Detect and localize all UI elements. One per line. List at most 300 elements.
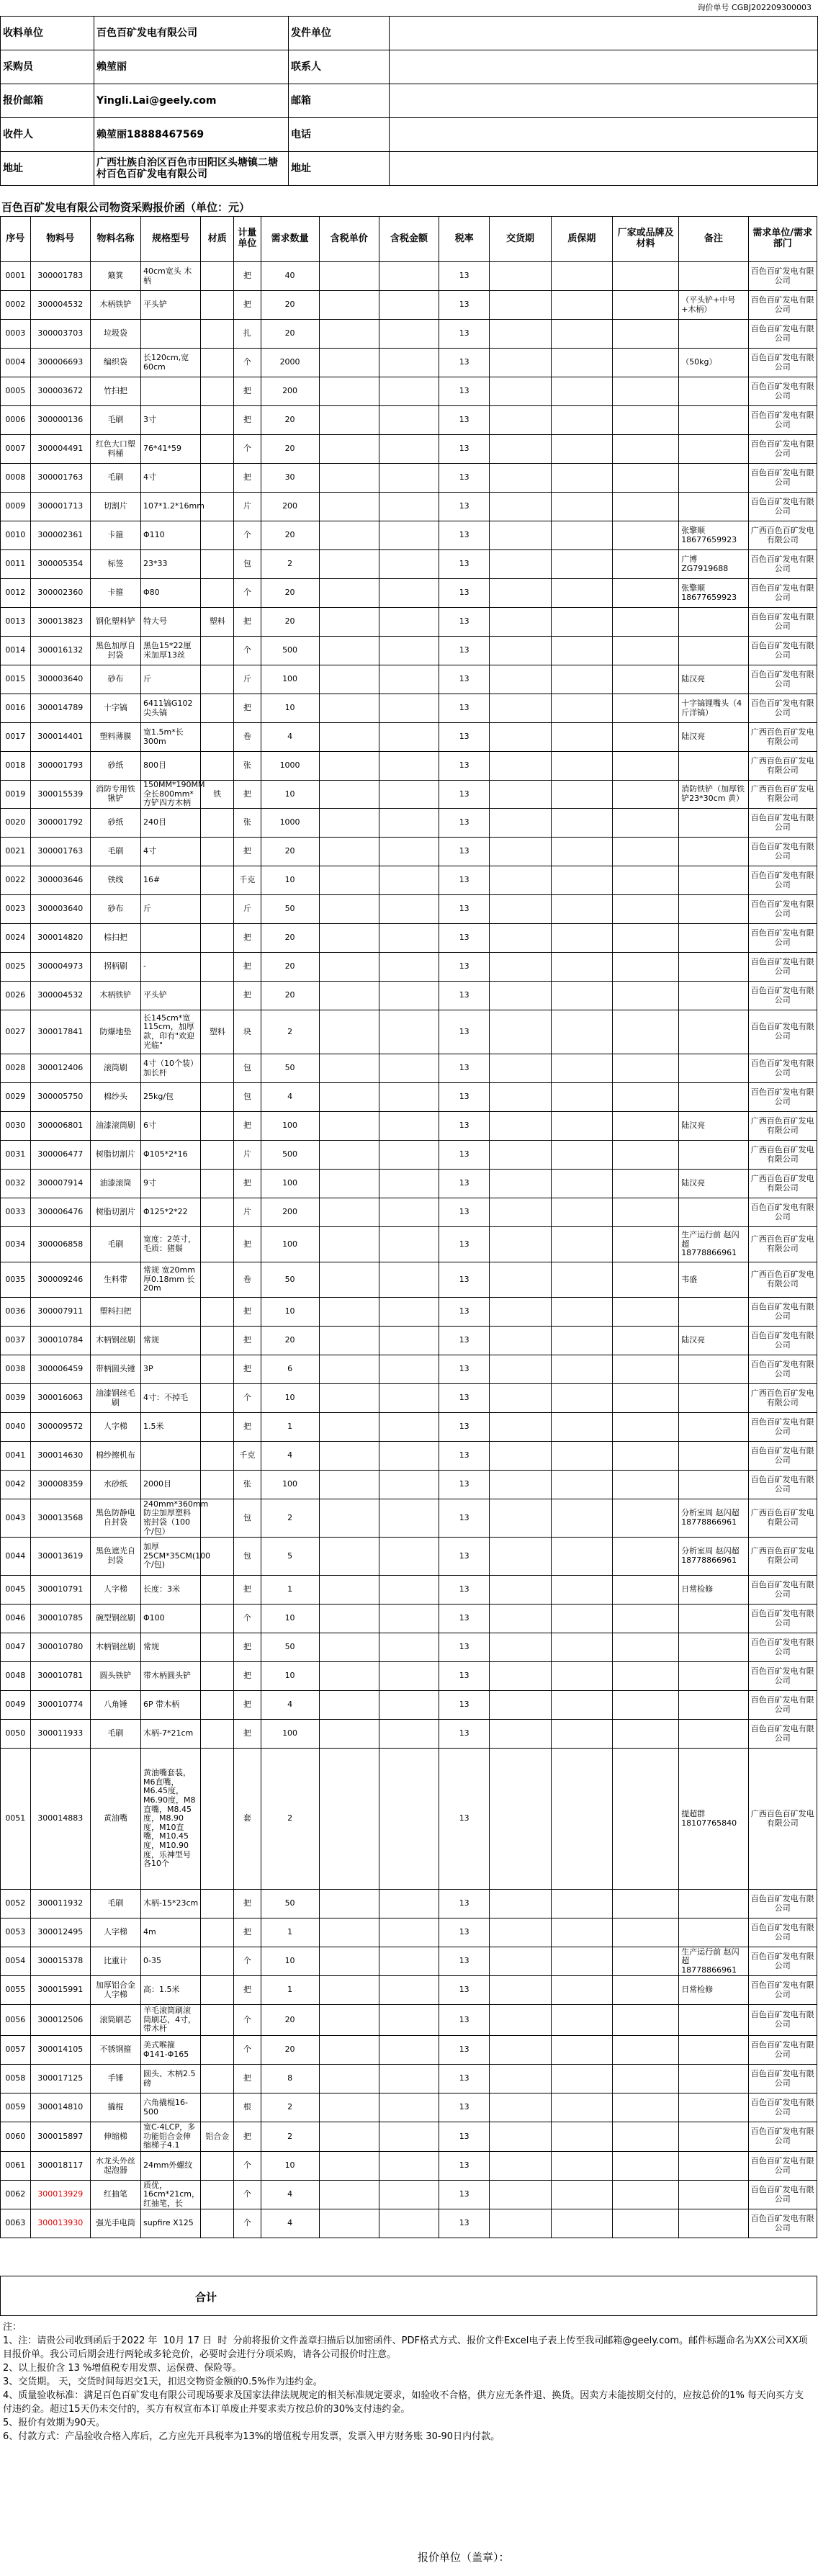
col-unit-price[interactable] [319,1918,379,1947]
col-delivery[interactable] [490,1918,551,1947]
col-amount[interactable] [379,1170,439,1198]
col-delivery[interactable] [490,809,551,838]
col-brand[interactable] [613,435,679,464]
col-delivery[interactable] [490,1083,551,1112]
col-delivery[interactable] [490,2152,551,2181]
col-brand[interactable] [613,262,679,291]
col-unit-price[interactable] [319,608,379,637]
col-brand[interactable] [613,895,679,924]
col-delivery[interactable] [490,1262,551,1298]
col-warranty[interactable] [551,953,612,982]
col-unit-price[interactable] [319,493,379,521]
col-delivery[interactable] [490,866,551,895]
col-delivery[interactable] [490,1947,551,1976]
col-delivery[interactable] [490,1605,551,1633]
col-delivery[interactable] [490,1198,551,1227]
col-delivery[interactable] [490,435,551,464]
col-delivery[interactable] [490,1010,551,1054]
col-brand[interactable] [613,2181,679,2209]
col-brand[interactable] [613,665,679,694]
col-unit-price[interactable] [319,1605,379,1633]
col-unit-price[interactable] [319,1890,379,1918]
col-unit-price[interactable] [319,1054,379,1083]
col-amount[interactable] [379,1890,439,1918]
col-unit-price[interactable] [319,406,379,435]
col-delivery[interactable] [490,291,551,320]
col-amount[interactable] [379,1112,439,1141]
col-unit-price[interactable] [319,665,379,694]
col-delivery[interactable] [490,1890,551,1918]
col-delivery[interactable] [490,262,551,291]
col-delivery[interactable] [490,953,551,982]
col-unit-price[interactable] [319,953,379,982]
col-unit-price[interactable] [319,2065,379,2093]
col-amount[interactable] [379,665,439,694]
col-unit-price[interactable] [319,1691,379,1720]
col-amount[interactable] [379,291,439,320]
col-warranty[interactable] [551,2093,612,2122]
col-delivery[interactable] [490,1442,551,1471]
col-warranty[interactable] [551,1662,612,1691]
col-amount[interactable] [379,2152,439,2181]
col-amount[interactable] [379,752,439,781]
col-brand[interactable] [613,924,679,953]
col-delivery[interactable] [490,2209,551,2238]
col-amount[interactable] [379,1662,439,1691]
col-unit-price[interactable] [319,2181,379,2209]
col-brand[interactable] [613,1384,679,1413]
col-brand[interactable] [613,694,679,723]
col-amount[interactable] [379,2093,439,2122]
col-amount[interactable] [379,637,439,665]
col-amount[interactable] [379,982,439,1010]
col-brand[interactable] [613,1170,679,1198]
col-brand[interactable] [613,2005,679,2036]
col-amount[interactable] [379,1054,439,1083]
col-brand[interactable] [613,1691,679,1720]
col-unit-price[interactable] [319,1227,379,1262]
col-brand[interactable] [613,1227,679,1262]
col-amount[interactable] [379,1976,439,2005]
col-amount[interactable] [379,320,439,349]
col-amount[interactable] [379,608,439,637]
col-warranty[interactable] [551,1538,612,1576]
col-delivery[interactable] [490,924,551,953]
col-warranty[interactable] [551,2181,612,2209]
col-warranty[interactable] [551,1890,612,1918]
col-unit-price[interactable] [319,2122,379,2152]
col-delivery[interactable] [490,1413,551,1442]
col-brand[interactable] [613,1471,679,1499]
col-unit-price[interactable] [319,752,379,781]
col-brand[interactable] [613,781,679,809]
col-warranty[interactable] [551,550,612,579]
col-delivery[interactable] [490,665,551,694]
col-warranty[interactable] [551,1170,612,1198]
col-brand[interactable] [613,1890,679,1918]
col-amount[interactable] [379,493,439,521]
col-warranty[interactable] [551,349,612,377]
col-brand[interactable] [613,2093,679,2122]
col-warranty[interactable] [551,1227,612,1262]
col-brand[interactable] [613,1720,679,1749]
col-delivery[interactable] [490,637,551,665]
col-warranty[interactable] [551,1083,612,1112]
col-warranty[interactable] [551,1262,612,1298]
col-unit-price[interactable] [319,982,379,1010]
col-brand[interactable] [613,953,679,982]
col-delivery[interactable] [490,2036,551,2065]
col-delivery[interactable] [490,1499,551,1538]
col-amount[interactable] [379,1327,439,1355]
col-unit-price[interactable] [319,377,379,406]
col-warranty[interactable] [551,608,612,637]
col-amount[interactable] [379,2036,439,2065]
col-unit-price[interactable] [319,1538,379,1576]
col-delivery[interactable] [490,406,551,435]
col-brand[interactable] [613,637,679,665]
col-unit-price[interactable] [319,1662,379,1691]
col-delivery[interactable] [490,2093,551,2122]
col-unit-price[interactable] [319,1327,379,1355]
col-amount[interactable] [379,1720,439,1749]
col-warranty[interactable] [551,1918,612,1947]
col-warranty[interactable] [551,866,612,895]
col-brand[interactable] [613,579,679,608]
col-unit-price[interactable] [319,1355,379,1384]
col-brand[interactable] [613,1918,679,1947]
col-delivery[interactable] [490,1170,551,1198]
col-unit-price[interactable] [319,320,379,349]
col-amount[interactable] [379,1198,439,1227]
col-unit-price[interactable] [319,781,379,809]
col-amount[interactable] [379,2005,439,2036]
col-brand[interactable] [613,1198,679,1227]
col-unit-price[interactable] [319,1384,379,1413]
col-brand[interactable] [613,320,679,349]
col-warranty[interactable] [551,1442,612,1471]
phone-value[interactable] [390,118,818,152]
col-brand[interactable] [613,1010,679,1054]
col-amount[interactable] [379,1576,439,1605]
col-warranty[interactable] [551,1749,612,1890]
col-unit-price[interactable] [319,1112,379,1141]
col-brand[interactable] [613,349,679,377]
col-warranty[interactable] [551,723,612,752]
col-delivery[interactable] [490,377,551,406]
col-warranty[interactable] [551,1576,612,1605]
col-brand[interactable] [613,464,679,493]
col-unit-price[interactable] [319,1298,379,1327]
col-amount[interactable] [379,521,439,550]
col-warranty[interactable] [551,2036,612,2065]
col-brand[interactable] [613,1976,679,2005]
col-brand[interactable] [613,1499,679,1538]
col-brand[interactable] [613,1141,679,1170]
col-brand[interactable] [613,406,679,435]
col-unit-price[interactable] [319,579,379,608]
col-warranty[interactable] [551,1947,612,1976]
col-unit-price[interactable] [319,895,379,924]
col-warranty[interactable] [551,1054,612,1083]
col-amount[interactable] [379,781,439,809]
col-amount[interactable] [379,694,439,723]
col-brand[interactable] [613,1262,679,1298]
col-warranty[interactable] [551,2122,612,2152]
col-warranty[interactable] [551,1141,612,1170]
col-amount[interactable] [379,1605,439,1633]
col-delivery[interactable] [490,895,551,924]
col-warranty[interactable] [551,579,612,608]
col-warranty[interactable] [551,809,612,838]
col-delivery[interactable] [490,1112,551,1141]
col-unit-price[interactable] [319,2093,379,2122]
col-warranty[interactable] [551,2005,612,2036]
col-delivery[interactable] [490,723,551,752]
col-warranty[interactable] [551,1112,612,1141]
col-brand[interactable] [613,608,679,637]
col-amount[interactable] [379,924,439,953]
col-amount[interactable] [379,838,439,866]
col-unit-price[interactable] [319,694,379,723]
col-unit-price[interactable] [319,291,379,320]
col-amount[interactable] [379,406,439,435]
col-delivery[interactable] [490,781,551,809]
col-unit-price[interactable] [319,435,379,464]
col-brand[interactable] [613,1054,679,1083]
col-brand[interactable] [613,1355,679,1384]
col-unit-price[interactable] [319,1198,379,1227]
col-amount[interactable] [379,1227,439,1262]
col-delivery[interactable] [490,1471,551,1499]
col-delivery[interactable] [490,493,551,521]
col-delivery[interactable] [490,521,551,550]
col-unit-price[interactable] [319,2152,379,2181]
col-amount[interactable] [379,1413,439,1442]
col-brand[interactable] [613,2152,679,2181]
col-delivery[interactable] [490,579,551,608]
col-brand[interactable] [613,866,679,895]
col-brand[interactable] [613,291,679,320]
col-amount[interactable] [379,550,439,579]
col-amount[interactable] [379,1141,439,1170]
col-unit-price[interactable] [319,2209,379,2238]
col-delivery[interactable] [490,2005,551,2036]
col-brand[interactable] [613,1327,679,1355]
col-brand[interactable] [613,521,679,550]
col-brand[interactable] [613,1576,679,1605]
col-warranty[interactable] [551,1384,612,1413]
col-amount[interactable] [379,895,439,924]
col-warranty[interactable] [551,982,612,1010]
col-amount[interactable] [379,809,439,838]
col-brand[interactable] [613,2065,679,2093]
col-warranty[interactable] [551,406,612,435]
col-unit-price[interactable] [319,1262,379,1298]
col-unit-price[interactable] [319,1471,379,1499]
col-warranty[interactable] [551,694,612,723]
col-warranty[interactable] [551,2209,612,2238]
col-warranty[interactable] [551,1413,612,1442]
col-warranty[interactable] [551,464,612,493]
col-brand[interactable] [613,752,679,781]
col-unit-price[interactable] [319,550,379,579]
col-delivery[interactable] [490,752,551,781]
col-warranty[interactable] [551,493,612,521]
col-delivery[interactable] [490,1691,551,1720]
col-unit-price[interactable] [319,1576,379,1605]
col-amount[interactable] [379,349,439,377]
col-brand[interactable] [613,2036,679,2065]
col-amount[interactable] [379,1442,439,1471]
col-brand[interactable] [613,550,679,579]
col-unit-price[interactable] [319,866,379,895]
col-delivery[interactable] [490,1141,551,1170]
col-warranty[interactable] [551,320,612,349]
col-unit-price[interactable] [319,1499,379,1538]
col-brand[interactable] [613,1112,679,1141]
col-unit-price[interactable] [319,1141,379,1170]
col-warranty[interactable] [551,781,612,809]
col-amount[interactable] [379,377,439,406]
col-delivery[interactable] [490,1355,551,1384]
col-delivery[interactable] [490,2122,551,2152]
col-unit-price[interactable] [319,1633,379,1662]
col-warranty[interactable] [551,665,612,694]
col-warranty[interactable] [551,262,612,291]
col-brand[interactable] [613,1538,679,1576]
col-warranty[interactable] [551,435,612,464]
col-warranty[interactable] [551,1605,612,1633]
col-unit-price[interactable] [319,349,379,377]
col-unit-price[interactable] [319,1083,379,1112]
col-warranty[interactable] [551,1327,612,1355]
col-warranty[interactable] [551,924,612,953]
col-delivery[interactable] [490,1662,551,1691]
col-delivery[interactable] [490,1633,551,1662]
col-warranty[interactable] [551,1198,612,1227]
col-brand[interactable] [613,838,679,866]
col-warranty[interactable] [551,377,612,406]
col-unit-price[interactable] [319,924,379,953]
col-unit-price[interactable] [319,262,379,291]
col-amount[interactable] [379,723,439,752]
col-delivery[interactable] [490,982,551,1010]
col-brand[interactable] [613,809,679,838]
col-warranty[interactable] [551,1499,612,1538]
col-delivery[interactable] [490,1054,551,1083]
col-brand[interactable] [613,493,679,521]
col-warranty[interactable] [551,291,612,320]
col-warranty[interactable] [551,752,612,781]
col-unit-price[interactable] [319,2005,379,2036]
col-amount[interactable] [379,2181,439,2209]
col-amount[interactable] [379,262,439,291]
col-warranty[interactable] [551,1691,612,1720]
col-unit-price[interactable] [319,809,379,838]
col-brand[interactable] [613,377,679,406]
col-brand[interactable] [613,1442,679,1471]
col-delivery[interactable] [490,2181,551,2209]
col-warranty[interactable] [551,1010,612,1054]
col-warranty[interactable] [551,1298,612,1327]
col-unit-price[interactable] [319,2036,379,2065]
col-unit-price[interactable] [319,1947,379,1976]
col-delivery[interactable] [490,608,551,637]
col-unit-price[interactable] [319,1413,379,1442]
col-unit-price[interactable] [319,1720,379,1749]
col-amount[interactable] [379,1384,439,1413]
col-brand[interactable] [613,1605,679,1633]
col-brand[interactable] [613,2209,679,2238]
col-delivery[interactable] [490,838,551,866]
col-warranty[interactable] [551,1976,612,2005]
col-unit-price[interactable] [319,1749,379,1890]
col-amount[interactable] [379,1298,439,1327]
col-delivery[interactable] [490,1720,551,1749]
col-brand[interactable] [613,1413,679,1442]
col-delivery[interactable] [490,1327,551,1355]
col-warranty[interactable] [551,1355,612,1384]
col-amount[interactable] [379,1471,439,1499]
col-amount[interactable] [379,1538,439,1576]
col-brand[interactable] [613,1633,679,1662]
col-brand[interactable] [613,1749,679,1890]
col-warranty[interactable] [551,521,612,550]
col-brand[interactable] [613,723,679,752]
col-unit-price[interactable] [319,723,379,752]
col-amount[interactable] [379,1355,439,1384]
col-amount[interactable] [379,1499,439,1538]
col-delivery[interactable] [490,464,551,493]
col-warranty[interactable] [551,1471,612,1499]
sender-value[interactable] [390,17,818,50]
col-brand[interactable] [613,1298,679,1327]
col-delivery[interactable] [490,2065,551,2093]
col-unit-price[interactable] [319,1170,379,1198]
col-delivery[interactable] [490,1749,551,1890]
col-amount[interactable] [379,464,439,493]
col-amount[interactable] [379,2209,439,2238]
col-unit-price[interactable] [319,521,379,550]
col-amount[interactable] [379,435,439,464]
col-warranty[interactable] [551,2065,612,2093]
col-delivery[interactable] [490,1538,551,1576]
col-amount[interactable] [379,2065,439,2093]
col-warranty[interactable] [551,2152,612,2181]
col-amount[interactable] [379,1083,439,1112]
col-brand[interactable] [613,1947,679,1976]
col-amount[interactable] [379,1918,439,1947]
col-delivery[interactable] [490,1298,551,1327]
col-brand[interactable] [613,982,679,1010]
col-amount[interactable] [379,1262,439,1298]
col-delivery[interactable] [490,694,551,723]
col-amount[interactable] [379,1749,439,1890]
col-amount[interactable] [379,953,439,982]
col-delivery[interactable] [490,1384,551,1413]
col-warranty[interactable] [551,637,612,665]
col-delivery[interactable] [490,1576,551,1605]
col-delivery[interactable] [490,550,551,579]
col-unit-price[interactable] [319,1010,379,1054]
col-amount[interactable] [379,579,439,608]
col-warranty[interactable] [551,1633,612,1662]
col-amount[interactable] [379,1633,439,1662]
col-delivery[interactable] [490,1227,551,1262]
addr2-value[interactable] [390,152,818,186]
col-warranty[interactable] [551,895,612,924]
